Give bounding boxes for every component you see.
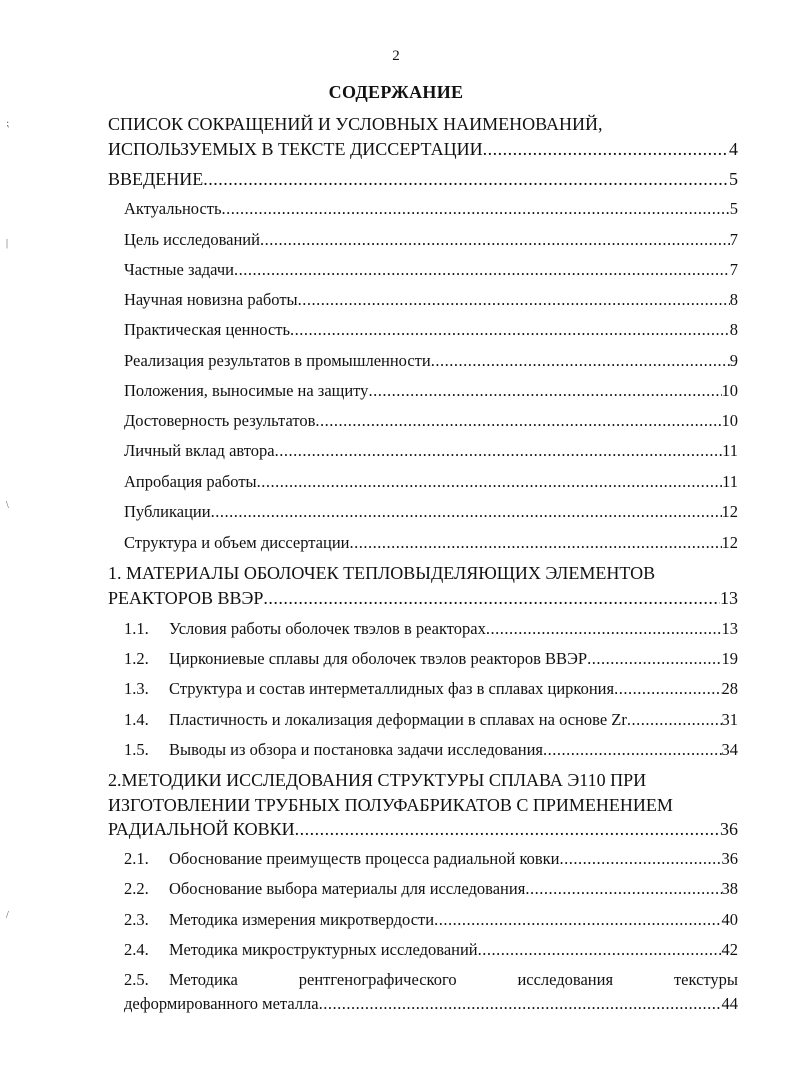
toc-item[interactable]	[124, 939, 738, 961]
toc-item-title: Обоснование преимуществ процесса радиальной ковки	[169, 849, 560, 868]
toc-page-number: 38	[721, 879, 738, 898]
toc-page-number: 11	[722, 472, 738, 491]
toc-page-number: 44	[721, 994, 738, 1013]
toc-item[interactable]	[124, 648, 738, 670]
scan-speck: ⁏	[6, 118, 10, 129]
toc-item[interactable]	[124, 878, 738, 900]
toc-item[interactable]	[124, 229, 738, 251]
toc-page-number: 10	[721, 381, 738, 400]
toc-item-title: Реализация результатов в промышленности	[124, 351, 431, 370]
toc-intro[interactable]	[108, 168, 738, 190]
toc-page-number: 5	[729, 169, 738, 189]
toc-chapter2-line1: 2.МЕТОДИКИ ИССЛЕДОВАНИЯ СТРУКТУРЫ СПЛАВА Э110 ПРИ	[108, 770, 647, 790]
toc-item-word: исследования	[517, 970, 614, 989]
toc-page-number: 19	[721, 649, 738, 668]
toc-item-title: Условия работы оболочек твэлов в реакторах	[169, 619, 486, 638]
toc-title: СОДЕРЖАНИЕ	[328, 82, 464, 102]
toc-item-number: 1.5.	[124, 740, 149, 759]
toc-page-number: 5	[729, 199, 738, 218]
toc-item[interactable]	[124, 501, 738, 523]
toc-intro-title: ВВЕДЕНИЕ	[108, 169, 204, 189]
toc-item-word: Методика	[169, 970, 238, 989]
toc-item[interactable]	[124, 350, 738, 372]
toc-item-word: рентгенографического	[298, 970, 457, 989]
scan-speck: /	[6, 910, 9, 921]
toc-chapter1-line1: 1. МАТЕРИАЛЫ ОБОЛОЧЕК ТЕПЛОВЫДЕЛЯЮЩИХ ЭЛЕМЕНТОВ	[108, 563, 656, 583]
toc-item-title: Апробация работы	[124, 472, 257, 491]
toc-item[interactable]	[124, 410, 738, 432]
toc-item-title: Методика измерения микротвердости	[169, 910, 435, 929]
toc-item-title: Актуальность	[124, 199, 222, 218]
toc-page-number: 8	[729, 320, 738, 339]
toc-page-number: 13	[721, 619, 738, 638]
toc-item-number: 2.2.	[124, 879, 149, 898]
toc-item-title: Практическая ценность	[124, 320, 291, 339]
toc-item-title: Выводы из обзора и постановка задачи исследования	[169, 740, 543, 759]
toc-chapter2-title: РАДИАЛЬНОЙ КОВКИ	[108, 819, 295, 839]
toc-item[interactable]	[124, 380, 738, 402]
toc-item-title: Циркониевые сплавы для оболочек твэлов реакторов ВВЭР	[169, 649, 588, 668]
toc-item-number: 2.3.	[124, 910, 149, 929]
toc-page-number: 42	[721, 940, 738, 959]
toc-page-number: 36	[720, 819, 738, 839]
toc-item-number: 1.1.	[124, 619, 149, 638]
toc-page-number: 7	[729, 260, 738, 279]
toc-item[interactable]	[124, 471, 738, 493]
toc-chapter2[interactable]	[108, 818, 738, 840]
toc-item-title: Публикации	[124, 502, 211, 521]
scan-speck: |	[6, 238, 9, 249]
toc-item-title: Цель исследований	[124, 230, 260, 249]
toc-page-number: 36	[721, 849, 738, 868]
toc-abbrev[interactable]	[108, 138, 738, 160]
toc-page-number: 7	[729, 230, 738, 249]
toc-item[interactable]	[124, 709, 738, 731]
toc-item-title: деформированного металла	[124, 994, 319, 1013]
toc-item[interactable]	[124, 739, 738, 761]
toc-item-number: 2.5.	[124, 970, 149, 989]
toc-chapter1-title: РЕАКТОРОВ ВВЭР	[108, 588, 264, 608]
toc-item-title: Структура и состав интерметаллидных фаз в сплавах циркония	[169, 679, 615, 698]
toc-page-number: 10	[721, 411, 738, 430]
toc-page-number: 4	[729, 139, 738, 159]
toc-abbrev-title: ИСПОЛЬЗУЕМЫХ В ТЕКСТЕ ДИССЕРТАЦИИ	[108, 139, 483, 159]
toc-page-number: 13	[720, 588, 738, 608]
toc-page-number: 11	[722, 441, 738, 460]
toc-page-number: 34	[721, 740, 738, 759]
toc-item-title: Структура и объем диссертации	[124, 533, 350, 552]
toc-item-title: Достоверность результатов	[124, 411, 316, 430]
page-number: 2	[392, 48, 400, 64]
toc-item[interactable]	[124, 618, 738, 640]
toc-item-title: Частные задачи	[124, 260, 234, 279]
toc-item[interactable]	[124, 319, 738, 341]
toc-page-number: 12	[721, 502, 738, 521]
toc-item[interactable]	[124, 259, 738, 281]
toc-item-title: Пластичность и локализация деформации в сплавах на основе Zr	[169, 710, 627, 729]
toc-item-title: Положения, выносимые на защиту	[124, 381, 369, 400]
toc-item-number: 2.4.	[124, 940, 149, 959]
toc-item-2-5-line1[interactable]	[124, 969, 738, 991]
toc-page-number: 9	[729, 351, 738, 370]
toc-item-number: 1.4.	[124, 710, 149, 729]
toc-chapter2-line2: ИЗГОТОВЛЕНИИ ТРУБНЫХ ПОЛУФАБРИКАТОВ С ПРИМЕНЕНИЕМ	[108, 795, 673, 815]
toc-item-title: Личный вклад автора	[124, 441, 275, 460]
toc-page-number: 12	[721, 533, 738, 552]
scan-speck: \	[6, 500, 9, 511]
toc-item-title: Методика микроструктурных исследований	[169, 940, 478, 959]
toc-item-title: Обоснование выбора материалы для исследования	[169, 879, 526, 898]
toc-page-number: 28	[721, 679, 738, 698]
toc-page-number: 31	[721, 710, 738, 729]
toc-item[interactable]	[124, 678, 738, 700]
toc-page-number: 8	[729, 290, 738, 309]
toc-item-number: 1.3.	[124, 679, 149, 698]
toc-item-title: Научная новизна работы	[124, 290, 298, 309]
toc-item-number: 2.1.	[124, 849, 149, 868]
toc-item-word: текстуры	[673, 970, 738, 989]
toc-item[interactable]	[124, 532, 738, 554]
toc-item[interactable]	[124, 198, 738, 220]
toc-item[interactable]	[124, 848, 738, 870]
toc-item[interactable]	[124, 440, 738, 462]
toc-item-number: 1.2.	[124, 649, 149, 668]
toc-item[interactable]	[124, 289, 738, 311]
toc-abbrev-line1: СПИСОК СОКРАЩЕНИЙ И УСЛОВНЫХ НАИМЕНОВАНИЙ,	[108, 114, 603, 134]
toc-chapter1[interactable]	[108, 587, 738, 609]
toc-item[interactable]	[124, 909, 738, 931]
toc-item-2-5[interactable]	[124, 993, 738, 1015]
toc-page-number: 40	[721, 910, 738, 929]
